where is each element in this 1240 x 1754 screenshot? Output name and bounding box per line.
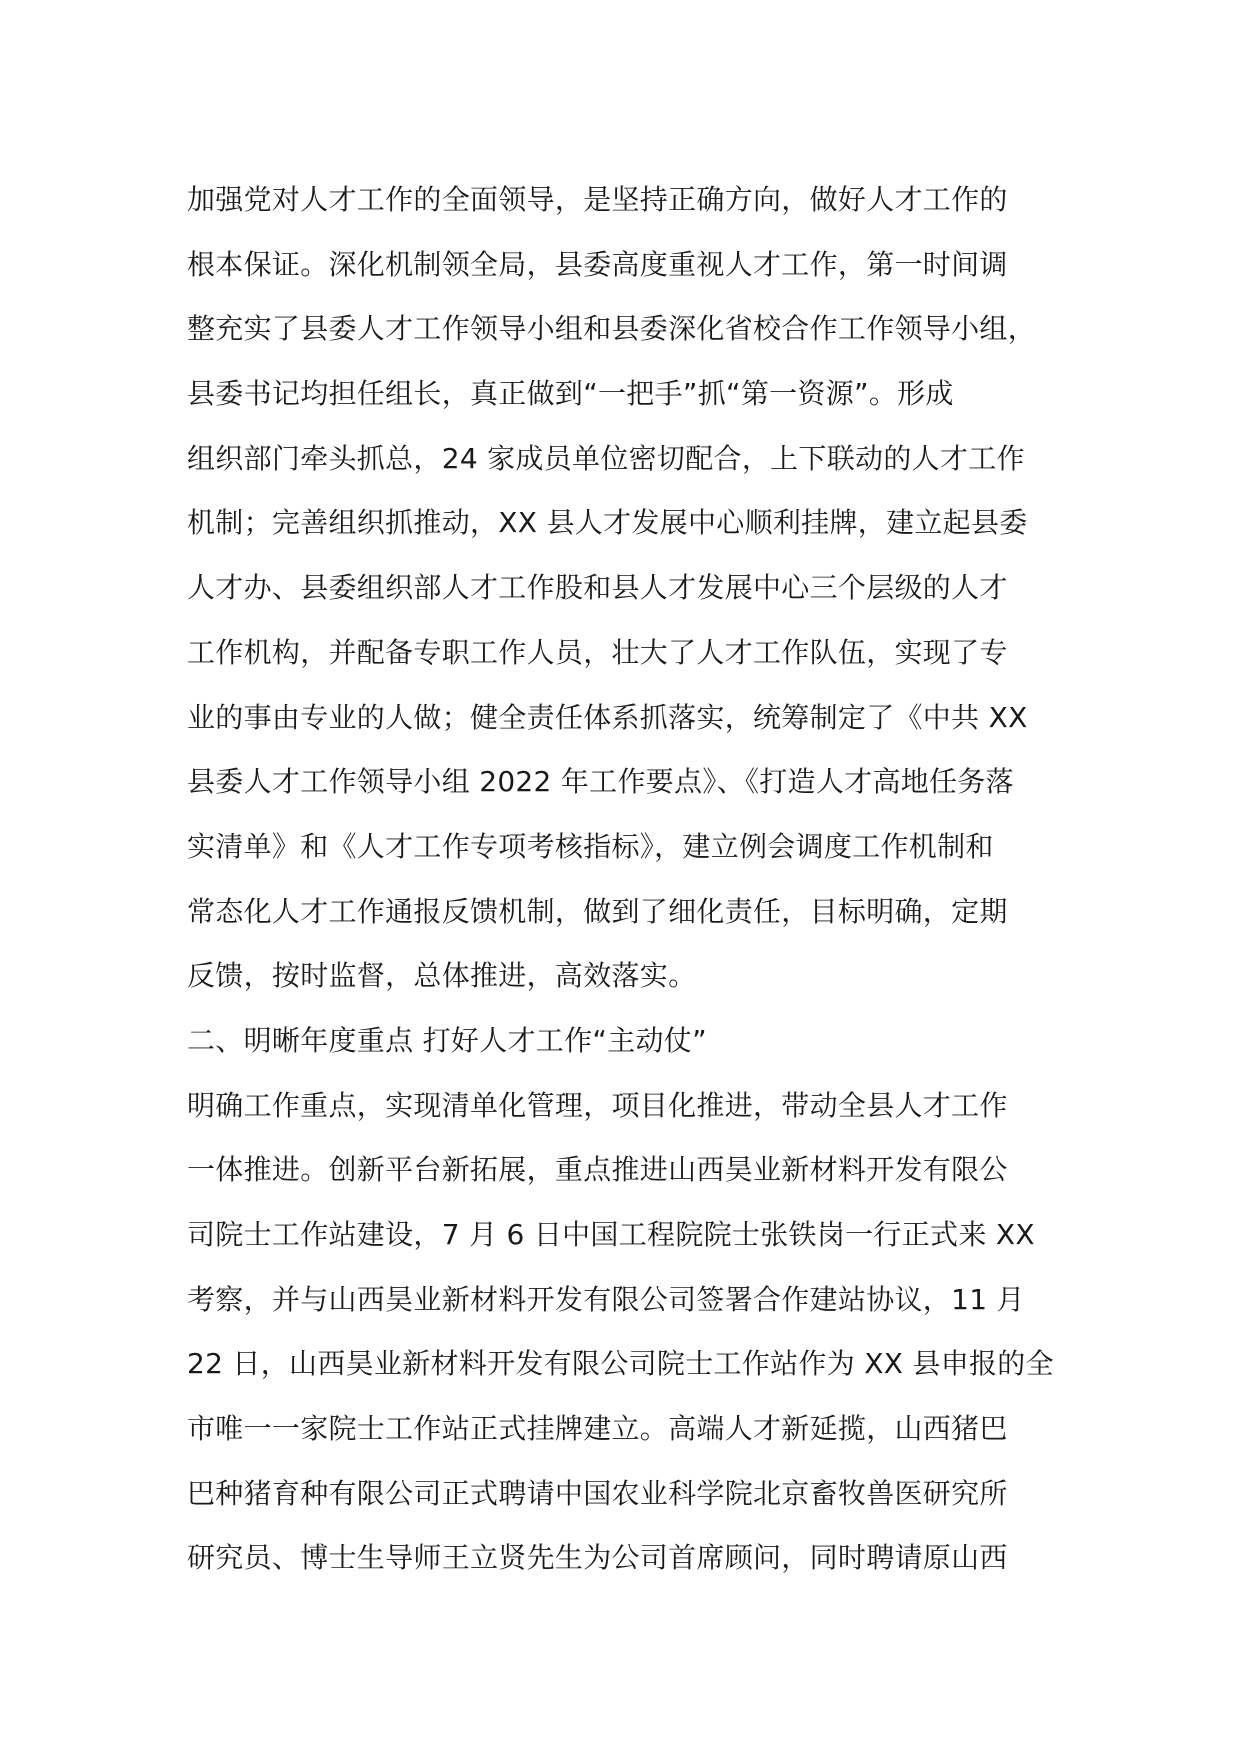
text-line: 市唯一一家院士工作站正式挂牌建立。高端人才新延揽，山西猪巴 xyxy=(187,1412,1008,1446)
text-line: 人才办、县委组织部人才工作股和县人才发展中心三个层级的人才 xyxy=(187,571,1008,605)
text-line: 加强党对人才工作的全面领导，是坚持正确方向，做好人才工作的 xyxy=(187,183,1008,216)
text-line: 工作机构，并配备专职工作人员，壮大了人才工作队伍，实现了专 xyxy=(187,635,1008,669)
text-line: 22 日，山西昊业新材料开发有限公司院士工作站作为 XX 县申报的全 xyxy=(187,1347,1054,1381)
text-line: 组织部门牵头抓总，24 家成员单位密切配合，上下联动的人才工作 xyxy=(187,441,1025,475)
body-text xyxy=(187,168,1087,1591)
text-line: 根本保证。深化机制领全局，县委高度重视人才工作，第一时间调 xyxy=(187,247,1008,281)
text-line: 机制；完善组织抓推动，XX 县人才发展中心顺利挂牌，建立起县委 xyxy=(187,506,1028,540)
text-line: 整充实了县委人才工作领导小组和县委深化省校合作工作领导小组， xyxy=(187,312,1037,346)
text-line: 常态化人才工作通报反馈机制，做到了细化责任，目标明确，定期 xyxy=(187,894,1008,928)
text-line: 一体推进。创新平台新拓展，重点推进山西昊业新材料开发有限公 xyxy=(187,1153,1008,1187)
section-heading: 二、明晰年度重点 打好人才工作“主动仗” xyxy=(187,1023,707,1057)
text-line: 县委人才工作领导小组 2022 年工作要点》、《打造人才高地任务落 xyxy=(187,765,1014,799)
text-line: 县委书记均担任组长，真正做到“一把手”抓“第一资源”。形成 xyxy=(187,377,954,411)
text-line: 实清单》和《人才工作专项考核指标》，建立例会调度工作机制和 xyxy=(187,829,994,863)
text-line: 反馈，按时监督，总体推进，高效落实。 xyxy=(187,959,697,993)
text-line: 考察，并与山西昊业新材料开发有限公司签署合作建站协议，11 月 xyxy=(187,1282,1025,1316)
text-line: 明确工作重点，实现清单化管理，项目化推进，带动全县人才工作 xyxy=(187,1088,1008,1122)
text-line: 司院士工作站建设，7 月 6 日中国工程院院士张铁岗一行正式来 XX xyxy=(187,1218,1035,1251)
text-line: 巴种猪育种有限公司正式聘请中国农业科学院北京畜牧兽医研究所 xyxy=(187,1476,1008,1510)
text-line: 业的事由专业的人做；健全责任体系抓落实，统筹制定了《中共 XX xyxy=(187,700,1028,734)
text-line: 研究员、博士生导师王立贤先生为公司首席顾问，同时聘请原山西 xyxy=(187,1541,1008,1575)
